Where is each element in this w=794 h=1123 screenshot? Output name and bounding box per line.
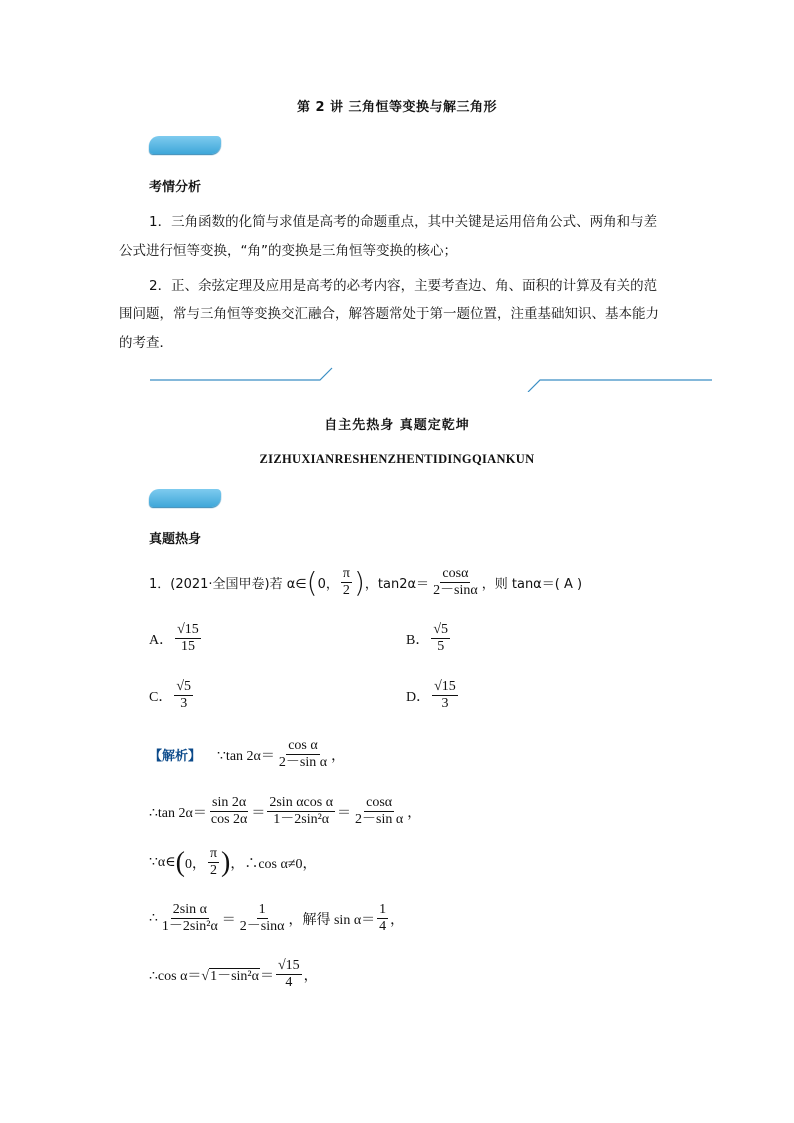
solution-tag: 【解析】 [149, 749, 202, 764]
q1-fraction: $\frac{\cos\alpha}{2-\sin\alpha}$ [433, 566, 478, 598]
q1-suffix: ，则 tanα＝( A ) [481, 577, 583, 592]
sol-l3-end: ，∴cos α≠0， [230, 856, 317, 872]
option-b[interactable] [406, 622, 452, 655]
sol-l4-frac-3: $\frac{1}{4}$ [379, 902, 387, 934]
q1-prefix: 1．(2021·全国甲卷)若 α∈ [149, 577, 307, 592]
q1-mid: ，tan2α＝ [364, 577, 430, 592]
sol-l4-end: ， [390, 912, 405, 928]
divider-decoration [140, 362, 720, 392]
sol-l2-pre: ∴tan 2α＝ [149, 805, 207, 821]
option-c-value: $\frac{√5}{3}$ [176, 679, 192, 711]
q1-paren-close: ) [353, 565, 365, 599]
analysis-para-1-cont [119, 237, 699, 266]
sol-l2-frac-3: $\frac{\cos\alpha}{\text{2－sin α}}$ [355, 795, 404, 827]
sol-l4-pre: ∴ [149, 911, 158, 926]
sol-l5-frac: $\frac{√15}{4}$ [277, 958, 300, 990]
sol-l4-mid: ，解得 sin α＝ [288, 912, 376, 928]
solution-line-5 [149, 958, 318, 991]
analysis-para-2-line-3: 的考查． [119, 335, 173, 351]
question-1 [149, 566, 582, 599]
sol-l5-eq: ＝ [259, 968, 274, 984]
option-d[interactable] [406, 679, 460, 712]
sol-l2-end: ， [407, 805, 422, 821]
subtitle-chinese: 自主先热身 真题定乾坤 [324, 418, 470, 433]
option-b-label: B． [406, 632, 430, 648]
solution-line-3 [149, 846, 317, 879]
sol-l2-eq-2: ＝ [337, 805, 352, 821]
sol-l1-end: ， [331, 748, 346, 764]
sol-l4-frac-2: $\frac{1}{2-\sin\alpha}$ [239, 902, 285, 934]
sol-l1-fraction: $\frac{\text{cos α}}{\text{2－sin α}}$ [278, 738, 328, 770]
sol-l2-eq-1: ＝ [251, 805, 266, 821]
analysis-para-1-line-2: 公式进行恒等变换，“角”的变换是三角恒等变换的核心； [119, 243, 457, 259]
option-a-value: $\frac{√15}{15}$ [177, 622, 199, 654]
sol-l1-pre: ∵tan 2α＝ [217, 748, 275, 764]
section-heading-analysis: 考情分析 [149, 180, 202, 195]
q1-paren-open: ( [306, 565, 318, 599]
sol-l5-sqrt: √1－sin²α [201, 968, 259, 984]
sol-l3-pre: ∵α∈ [149, 855, 176, 870]
solution-line-4 [149, 902, 404, 935]
analysis-para-2-cont [119, 300, 699, 358]
solution-line-2 [149, 795, 421, 828]
sol-l2-frac-2: $\frac{\text{2sin αcos α}}{\text{1－2sin²α}}$ [269, 795, 334, 827]
section-badge-1 [149, 136, 221, 154]
divider-left-line [150, 368, 332, 380]
sol-l3-paren-close: ) [221, 846, 231, 878]
analysis-para-1 [149, 208, 689, 237]
option-d-value: $\frac{√15}{3}$ [434, 679, 456, 711]
sol-l4-eq: ＝ [221, 912, 236, 928]
q1-pi-over-2: $\frac{\pi}{2}$ [342, 566, 350, 598]
option-c-label: C． [149, 689, 173, 705]
section-badge-2 [149, 489, 221, 507]
analysis-para-1-line-1: 1．三角函数的化简与求值是高考的命题重点，其中关键是运用倍角公式、两角和与差 [149, 214, 658, 230]
sol-l3-pi-over-2: $\frac{\pi}{2}$ [209, 846, 218, 878]
q1-interval-left: 0， [317, 577, 339, 592]
option-c[interactable] [149, 679, 195, 712]
analysis-para-2-line-1: 2．正、余弦定理及应用是高考的必考内容，主要考查边、角、面积的计算及有关的范 [149, 278, 658, 294]
sol-l5-end: ， [303, 968, 318, 984]
page-title: 第 2 讲 三角恒等变换与解三角形 [296, 100, 498, 115]
section-heading-practice: 真题热身 [149, 532, 202, 547]
analysis-para-2-line-2: 围问题，常与三角恒等变换交汇融合，解答题常处于第一题位置，注重基础知识、基本能力 [119, 306, 659, 322]
subtitle-pinyin: ZIZHUXIANRESHENZHENTIDINGQIANKUN [259, 452, 535, 466]
option-a-label: A． [149, 632, 174, 648]
sol-l3-paren-open: ( [175, 846, 185, 878]
divider-right-line [528, 380, 712, 392]
sol-l3-in: 0， [184, 856, 206, 872]
option-d-label: D． [406, 689, 431, 705]
option-a[interactable] [149, 622, 203, 655]
sol-l4-frac-1: $\frac{\text{2sin α}}{\text{1－2sin²α}}$ [161, 902, 218, 934]
analysis-para-2 [149, 272, 689, 301]
sol-l2-frac-1: $\frac{\sin 2\alpha}{\cos 2\alpha}$ [210, 795, 248, 827]
sol-l5-pre: ∴cos α＝ [149, 968, 202, 984]
solution-line-1 [149, 738, 345, 771]
option-b-value: $\frac{√5}{5}$ [433, 622, 449, 654]
